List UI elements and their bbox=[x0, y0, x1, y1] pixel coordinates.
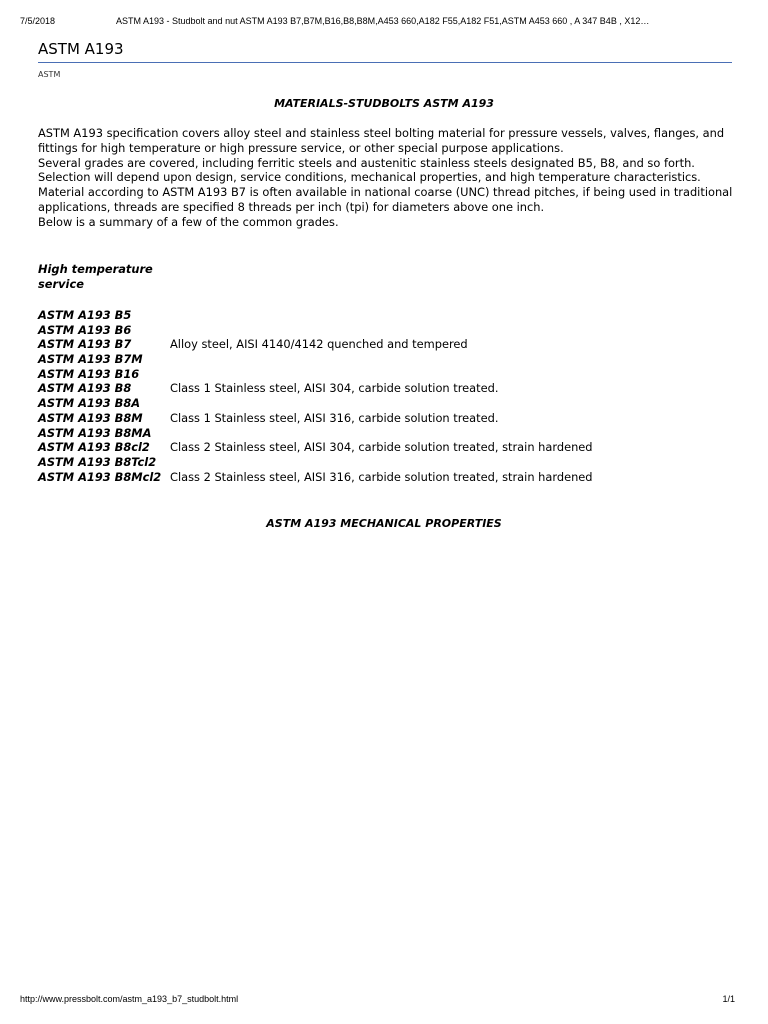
grade-row bbox=[38, 337, 738, 352]
mechanical-section-title: ASTM A193 MECHANICAL PROPERTIES bbox=[266, 517, 502, 530]
grade-description bbox=[170, 426, 738, 441]
heading-divider bbox=[38, 62, 732, 63]
grade-name: ASTM A193 B7M bbox=[38, 352, 143, 367]
grade-row bbox=[38, 411, 738, 426]
grade-name: ASTM A193 B8M bbox=[38, 410, 143, 425]
grade-row bbox=[38, 426, 738, 441]
page-number: 1/1 bbox=[722, 994, 735, 1004]
grade-description: Alloy steel, AISI 4140/4142 quenched and tempered bbox=[170, 337, 468, 352]
grade-row bbox=[38, 308, 738, 323]
grade-description bbox=[170, 352, 738, 367]
grade-row bbox=[38, 455, 738, 470]
intro-text bbox=[38, 126, 738, 230]
grade-row bbox=[38, 396, 738, 411]
grade-name: ASTM A193 B8Mcl2 bbox=[38, 469, 162, 484]
grades-list bbox=[38, 308, 738, 484]
grade-name: ASTM A193 B8 bbox=[38, 381, 132, 396]
grade-name: ASTM A193 B8A bbox=[38, 396, 141, 411]
page-title: ASTM A193 bbox=[38, 40, 124, 58]
grade-description: Class 2 Stainless steel, AISI 316, carbide solution treated, strain hardened bbox=[170, 469, 593, 484]
grade-row bbox=[38, 367, 738, 382]
page-url[interactable]: http://www.pressbolt.com/astm_a193_b7_studbolt.html bbox=[20, 994, 239, 1004]
grade-description bbox=[170, 396, 738, 411]
grade-row bbox=[38, 470, 738, 485]
print-footer bbox=[20, 993, 735, 1005]
grade-name: ASTM A193 B8cl2 bbox=[38, 440, 150, 455]
intro-paragraph: Below is a summary of a few of the common grades. bbox=[38, 214, 339, 229]
grade-description: Class 2 Stainless steel, AISI 304, carbide solution treated, strain hardened bbox=[170, 440, 593, 455]
grade-description bbox=[170, 323, 738, 338]
materials-section-title: MATERIALS-STUDBOLTS ASTM A193 bbox=[274, 97, 494, 110]
grade-name: ASTM A193 B7 bbox=[38, 337, 132, 352]
grade-name: ASTM A193 B16 bbox=[38, 366, 140, 381]
grade-description: Class 1 Stainless steel, AISI 304, carbide solution treated. bbox=[170, 381, 499, 396]
print-header bbox=[20, 14, 748, 28]
grade-name: ASTM A193 B5 bbox=[38, 308, 132, 322]
print-document-title: ASTM A193 - Studbolt and nut ASTM A193 B7,B7M,B16,B8,B8M,A453 660,A182 F55,A182 F51,ASTM A453 660 , A 347 B4B , X12… bbox=[116, 16, 650, 26]
intro-paragraph: Several grades are covered, including ferritic steels and austenitic stainless steels designated B5, B8, and so forth. bbox=[38, 155, 695, 170]
intro-paragraph: Selection will depend upon design, service conditions, mechanical properties, and high temperature characteristics. bbox=[38, 170, 701, 185]
intro-paragraph: ASTM A193 specification covers alloy steel and stainless steel bolting material for pressure vessels, valves, flanges, and fittings for high temperature or high pressure service, or other special purpose applications. bbox=[38, 126, 725, 155]
grade-name: ASTM A193 B8MA bbox=[38, 425, 152, 440]
grade-description bbox=[170, 308, 738, 323]
grade-description bbox=[170, 367, 738, 382]
grade-name: ASTM A193 B8Tcl2 bbox=[38, 454, 157, 469]
grade-description bbox=[170, 455, 738, 470]
grade-row bbox=[38, 352, 738, 367]
grade-name: ASTM A193 B6 bbox=[38, 322, 132, 337]
intro-paragraph: Material according to ASTM A193 B7 is often available in national coarse (UNC) thread pitches, if being used in traditional applications, threads are specified 8 threads per inch (tpi) for diameters above one inch. bbox=[38, 185, 733, 214]
grade-row bbox=[38, 381, 738, 396]
grade-row bbox=[38, 323, 738, 338]
category-link[interactable]: ASTM bbox=[38, 70, 61, 79]
grade-row bbox=[38, 440, 738, 455]
print-date: 7/5/2018 bbox=[20, 16, 56, 26]
service-heading: High temperature service bbox=[38, 262, 153, 291]
grade-description: Class 1 Stainless steel, AISI 316, carbide solution treated. bbox=[170, 410, 499, 425]
